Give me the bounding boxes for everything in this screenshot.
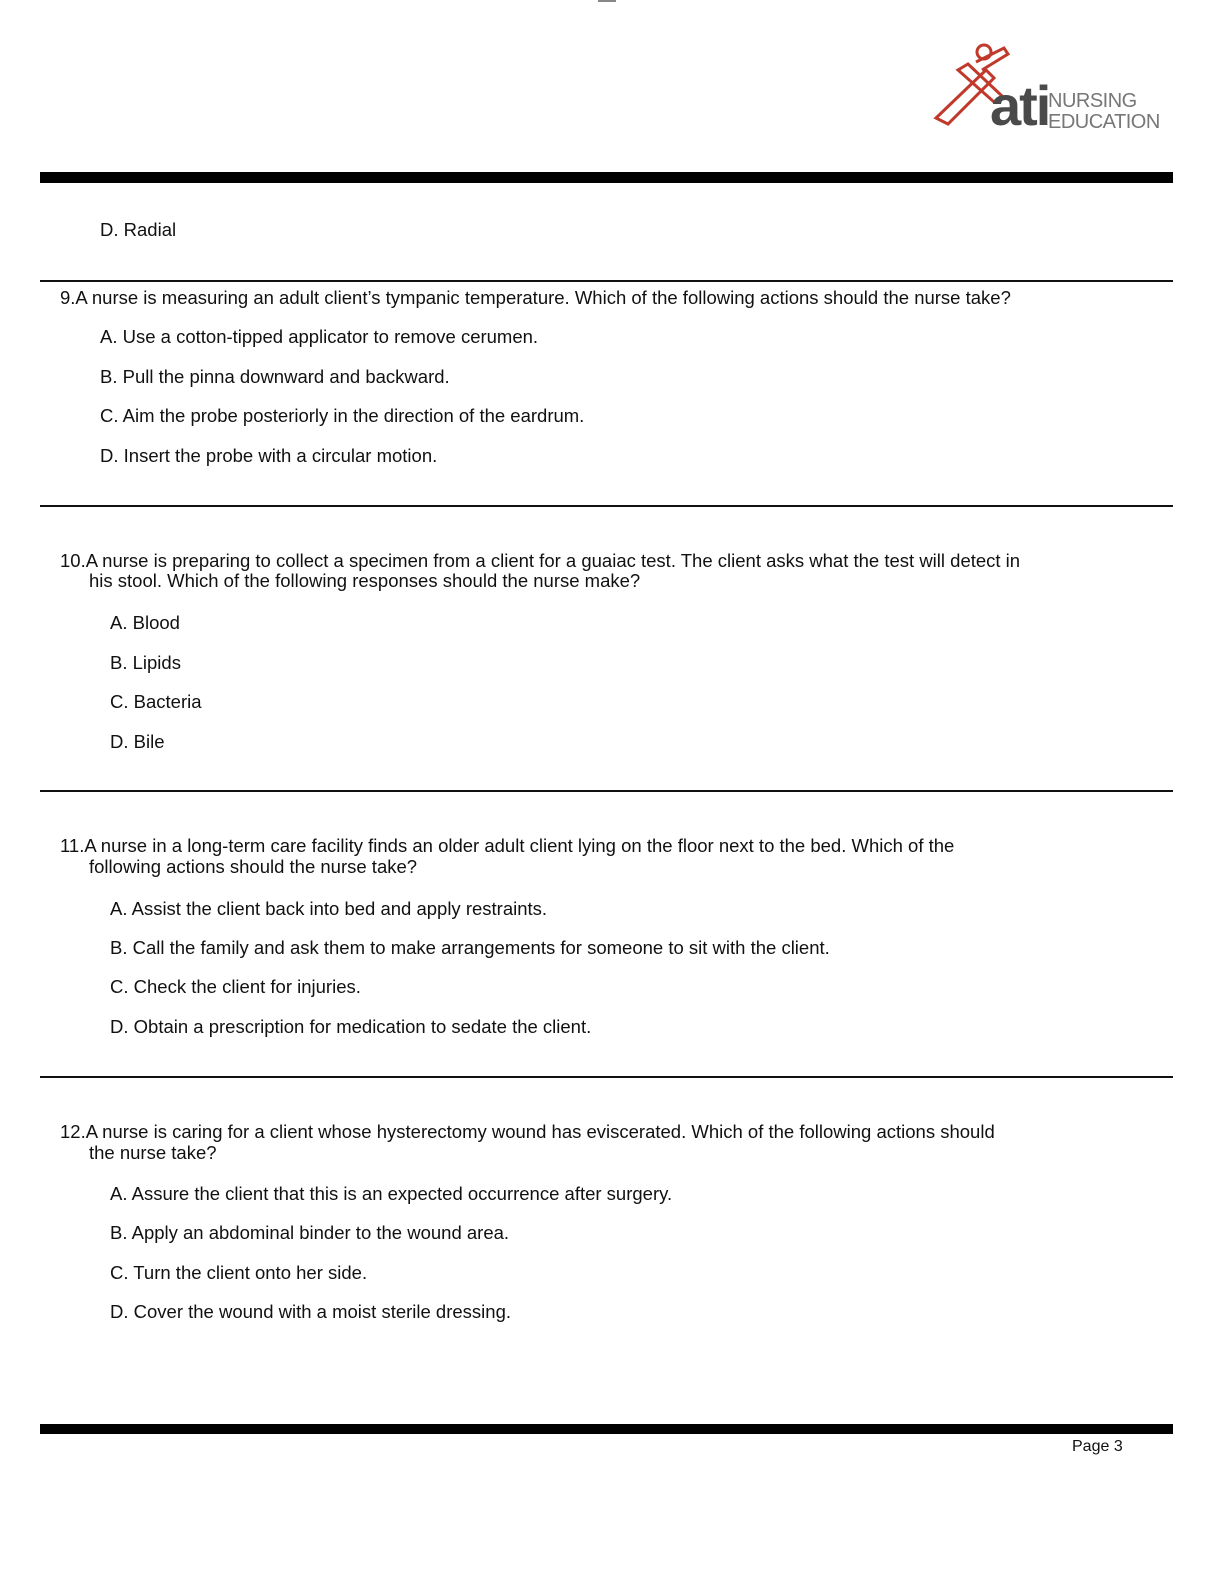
q10-stem-line1: 10.A nurse is preparing to collect a specimen from a client for a guaiac test. The client asks what the test will detect in [60,550,1021,571]
q10-stem-line2: his stool. Which of the following responses should the nurse make? [89,570,641,591]
q12-option-c: C. Turn the client onto her side. [110,1262,368,1283]
q12-option-b: B. Apply an abdominal binder to the wound area. [110,1222,510,1243]
top-edge-mark [598,0,616,2]
q10-option-d: D. Bile [110,731,165,752]
page-number: Page 3 [1072,1438,1123,1455]
q11-option-d: D. Obtain a prescription for medication to sedate the client. [110,1016,592,1037]
divider-2 [40,505,1173,507]
q10-option-c: C. Bacteria [110,691,202,712]
divider-3 [40,790,1173,792]
q10-option-a: A. Blood [110,612,180,633]
ati-logo [928,40,1160,140]
q11-option-c: C. Check the client for injuries. [110,976,361,997]
q10-option-b: B. Lipids [110,652,181,673]
prev-option-d: D. Radial [100,219,177,240]
q9-option-b: B. Pull the pinna downward and backward. [100,366,450,387]
divider-4 [40,1076,1173,1078]
q11-option-a: A. Assist the client back into bed and apply restraints. [110,898,548,919]
q12-option-d: D. Cover the wound with a moist sterile dressing. [110,1301,512,1322]
logo-word-education: EDUCATION [1048,111,1160,133]
logo-word-nursing: NURSING [1048,90,1137,112]
header-bar [40,172,1173,183]
logo-brand-text: ati [990,74,1050,137]
q11-stem-line1: 11.A nurse in a long-term care facility finds an older adult client lying on the floor next to the bed. Which of the [60,835,955,856]
q9-stem: 9.A nurse is measuring an adult client’s tympanic temperature. Which of the following actions should the nurse take? [60,287,1011,308]
q9-option-c: C. Aim the probe posteriorly in the direction of the eardrum. [100,405,585,426]
divider-1 [40,280,1173,282]
q12-option-a: A. Assure the client that this is an expected occurrence after surgery. [110,1183,673,1204]
q12-stem-line2: the nurse take? [89,1142,217,1163]
q12-stem-line1: 12.A nurse is caring for a client whose hysterectomy wound has eviscerated. Which of the following actions should [60,1121,995,1142]
q9-option-a: A. Use a cotton-tipped applicator to remove cerumen. [100,326,539,347]
footer-bar [40,1424,1173,1434]
q11-stem-line2: following actions should the nurse take? [89,856,418,877]
q9-option-d: D. Insert the probe with a circular motion. [100,445,438,466]
q11-option-b: B. Call the family and ask them to make arrangements for someone to sit with the client. [110,937,830,958]
